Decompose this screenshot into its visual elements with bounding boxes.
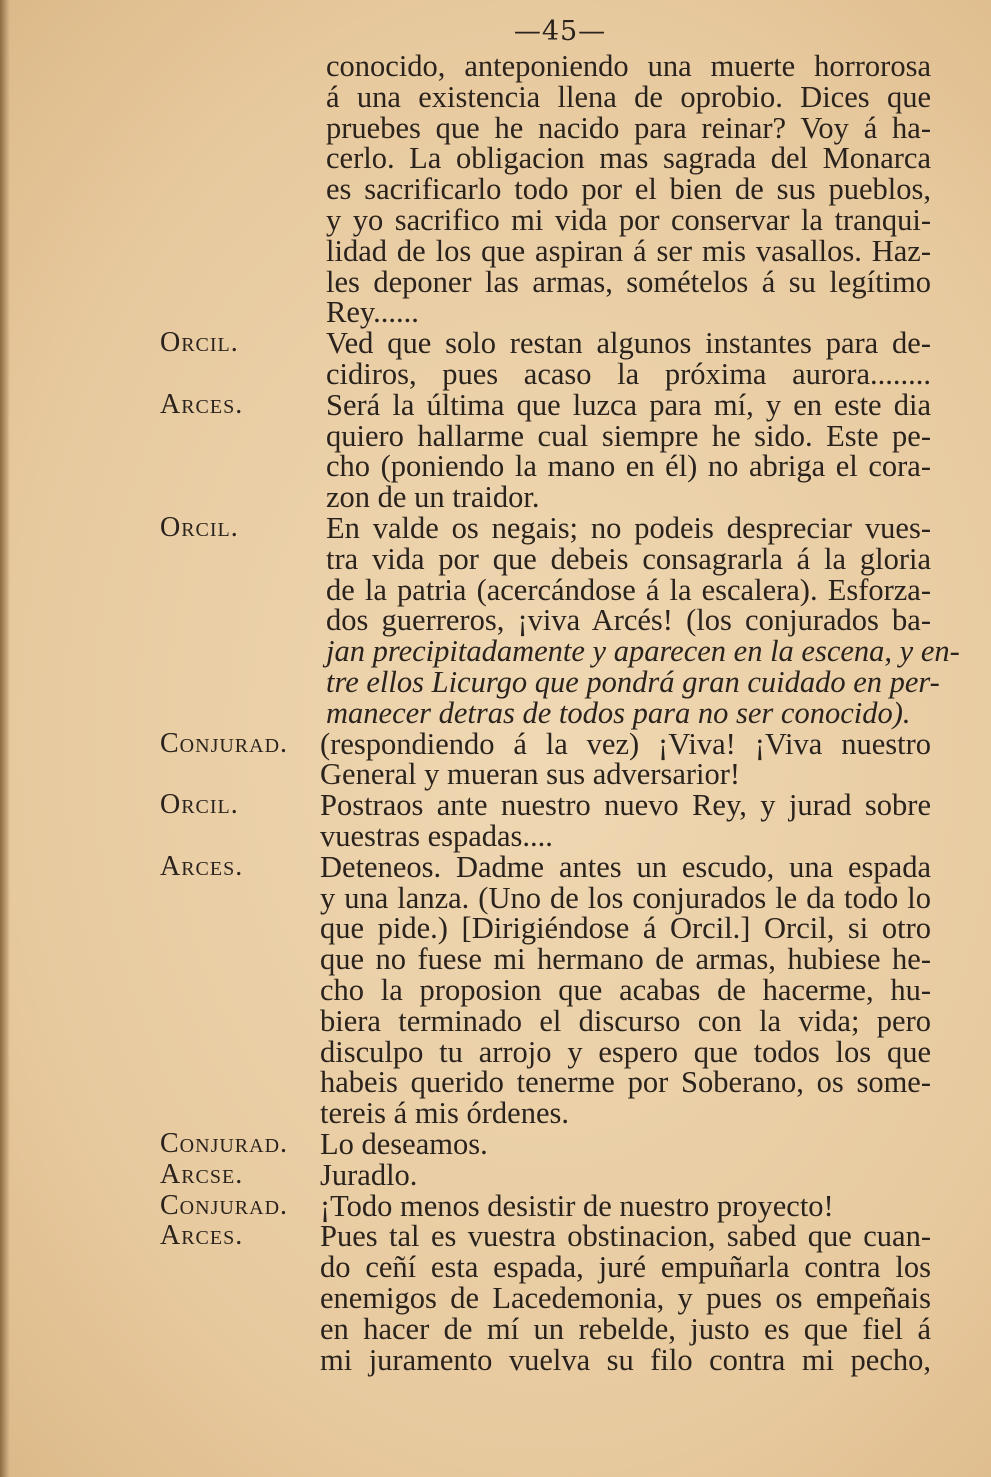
speaker-name: Orcil. bbox=[160, 327, 239, 359]
text-line bbox=[0, 882, 991, 914]
text-line bbox=[0, 296, 991, 328]
text-line bbox=[0, 851, 991, 883]
dialogue-text: cho la proposion que acabas de hacerme, hu- bbox=[320, 973, 931, 1007]
text-line bbox=[0, 666, 991, 698]
text-line bbox=[0, 543, 991, 575]
text-line bbox=[0, 173, 991, 205]
text-line bbox=[0, 943, 991, 975]
text-line bbox=[0, 604, 991, 636]
text-line bbox=[0, 481, 991, 513]
text-line bbox=[0, 974, 991, 1006]
text-line bbox=[0, 635, 991, 667]
dialogue-text: Lo deseamos. bbox=[320, 1127, 488, 1161]
text-line bbox=[0, 50, 991, 82]
dialogue-text: en hacer de mí un rebelde, justo es que fiel á bbox=[320, 1311, 931, 1346]
dialogue-text: vuestras espadas.... bbox=[320, 819, 553, 853]
dialogue-text: cidiros, pues acaso la próxima aurora........ bbox=[326, 357, 931, 391]
dialogue-text: Ved que solo restan algunos instantes para de- bbox=[326, 326, 931, 361]
dialogue-text: enemigos de Lacedemonia, y pues os empeñais bbox=[320, 1281, 931, 1315]
dialogue-text: General y mueran sus adversarior! bbox=[320, 757, 741, 792]
text-line bbox=[0, 1005, 991, 1037]
dialogue-text: á una existencia llena de oprobio. Dices que bbox=[326, 79, 931, 114]
text-line bbox=[0, 112, 991, 144]
text-line bbox=[0, 1036, 991, 1068]
dialogue-text: conocido, anteponiendo una muerte horrorosa bbox=[326, 49, 931, 83]
dialogue-text: cerlo. La obligacion mas sagrada del Monarca bbox=[326, 141, 931, 176]
speaker-name: Arcse. bbox=[160, 1158, 244, 1190]
dialogue-text: jan precipitadamente y aparecen en la escena, y en- bbox=[326, 634, 960, 669]
dialogue-text: Juradlo. bbox=[320, 1157, 418, 1192]
text-line bbox=[0, 450, 991, 482]
dialogue-text: tre ellos Licurgo que pondrá gran cuidado en per- bbox=[326, 665, 940, 699]
text-line bbox=[0, 204, 991, 236]
dialogue-text: manecer detras de todos para no ser conocido). bbox=[326, 695, 911, 730]
text-line bbox=[0, 574, 991, 606]
dialogue-text: Será la última que luzca para mí, y en este dia bbox=[326, 387, 931, 422]
speaker-name: Orcil. bbox=[160, 512, 239, 543]
speaker-name: Arces. bbox=[160, 388, 244, 420]
dialogue-text: Rey...... bbox=[326, 295, 419, 330]
speaker-name: Arces. bbox=[160, 850, 244, 882]
text-line bbox=[0, 1251, 991, 1283]
speaker-name: Conjurad. bbox=[160, 1189, 289, 1221]
text-line bbox=[0, 1190, 991, 1222]
text-line bbox=[0, 697, 991, 729]
text-line bbox=[0, 358, 991, 390]
dialogue-text: pruebes que he nacido para reinar? Voy á ha- bbox=[326, 110, 931, 145]
text-line bbox=[0, 235, 991, 267]
dialogue-text: Postraos ante nuestro nuevo Rey, y jurad sobre bbox=[320, 788, 931, 823]
text-line bbox=[0, 820, 991, 852]
dialogue-text: mi juramento vuelva su filo contra mi pecho, bbox=[320, 1342, 931, 1377]
text-line bbox=[0, 1220, 991, 1252]
text-line bbox=[0, 758, 991, 790]
dialogue-text: que no fuese mi hermano de armas, hubiese he- bbox=[320, 942, 931, 977]
text-line bbox=[0, 1159, 991, 1191]
text-line bbox=[0, 1097, 991, 1129]
speaker-name: Arces. bbox=[160, 1220, 244, 1252]
text-line bbox=[0, 327, 991, 359]
dialogue-text: lidad de los que aspiran á ser mis vasallos. Haz- bbox=[326, 233, 931, 268]
dialogue-text: habeis querido tenerme por Soberano, os some- bbox=[320, 1065, 931, 1100]
speaker-name: Orcil. bbox=[160, 789, 239, 821]
speaker-name: Conjurad. bbox=[160, 727, 289, 759]
dialogue-text: zon de un traidor. bbox=[326, 480, 540, 515]
text-line bbox=[0, 81, 991, 113]
dialogue-text: tra vida por que debeis consagrarla á la gloria bbox=[326, 541, 931, 576]
dialogue-text: es sacrificarlo todo por el bien de sus pueblos, bbox=[326, 172, 931, 207]
dialogue-text: do ceñí esta espada, juré empuñarla contra los bbox=[320, 1250, 931, 1285]
text-line bbox=[0, 266, 991, 298]
dialogue-text: disculpo tu arrojo y espero que todos los que bbox=[320, 1034, 931, 1069]
text-line bbox=[0, 1313, 991, 1345]
speaker-name: Conjurad. bbox=[160, 1128, 289, 1159]
dialogue-text: biera terminado el discurso con la vida; pero bbox=[320, 1003, 931, 1038]
dialogue-text: de la patria (acercándose á la escalera). Esforza- bbox=[326, 572, 931, 607]
text-line bbox=[0, 142, 991, 174]
text-line bbox=[0, 789, 991, 821]
dialogue-text: tereis á mis órdenes. bbox=[320, 1096, 570, 1131]
dialogue-text: les deponer las armas, somételos á su legítimo bbox=[326, 264, 931, 299]
dialogue-text: dos guerreros, ¡viva Arcés! (los conjurados ba- bbox=[326, 603, 931, 638]
text-line bbox=[0, 1282, 991, 1314]
dialogue-text: y yo sacrifico mi vida por conservar la tranqui- bbox=[326, 203, 931, 237]
dialogue-text: Deteneos. Dadme antes un escudo, una espada bbox=[320, 849, 931, 884]
dialogue-text: ¡Todo menos desistir de nuestro proyecto! bbox=[320, 1188, 834, 1223]
dialogue-text: que pide.) [Dirigiéndose á Orcil.] Orcil, si otro bbox=[320, 911, 931, 946]
dialogue-text: (respondiendo á la vez) ¡Viva! ¡Viva nuestro bbox=[320, 726, 931, 761]
text-line bbox=[0, 912, 991, 944]
dialogue-text: quiero hallarme cual siempre he sido. Este pe- bbox=[326, 418, 931, 453]
dialogue-text: Pues tal es vuestra obstinacion, sabed que cuan- bbox=[320, 1219, 931, 1254]
dialogue-text: En valde os negais; no podeis despreciar vues- bbox=[326, 511, 931, 545]
text-line bbox=[0, 1066, 991, 1098]
dialogue-text: y una lanza. (Uno de los conjurados le da todo lo bbox=[320, 880, 931, 915]
text-line bbox=[0, 389, 991, 421]
text-line bbox=[0, 512, 991, 544]
text-line bbox=[0, 1128, 991, 1160]
text-line bbox=[0, 728, 991, 760]
text-line bbox=[0, 1344, 991, 1376]
dialogue-text: cho (poniendo la mano en él) no abriga el cora- bbox=[326, 449, 931, 484]
page-number: —45— bbox=[513, 16, 607, 47]
text-line bbox=[0, 420, 991, 452]
